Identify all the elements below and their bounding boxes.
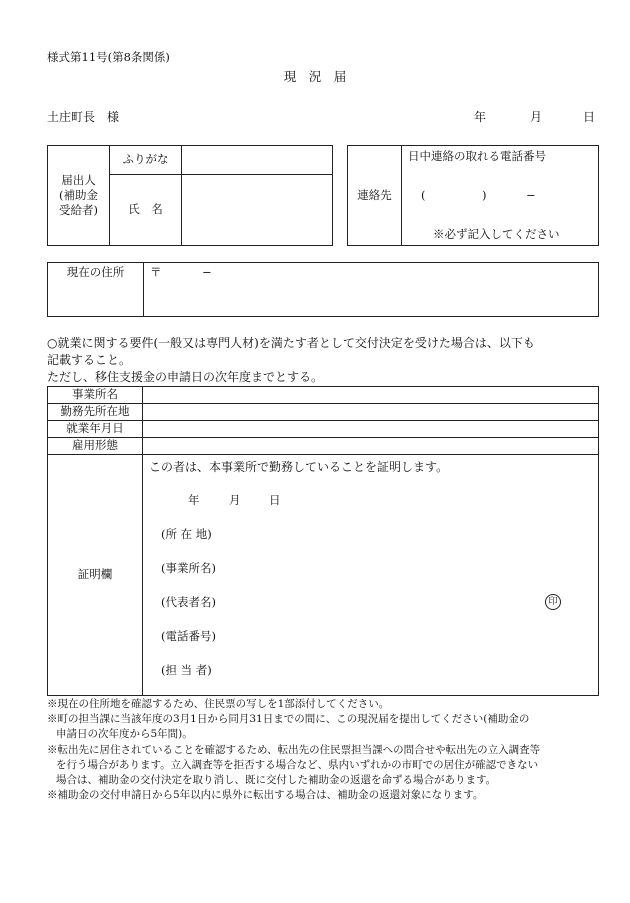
date-month-label: 月 [530, 110, 543, 124]
applicant-label-cell [48, 146, 110, 246]
employment-row-label [48, 421, 143, 438]
office-name-field[interactable] [143, 387, 599, 404]
employment-type-label: 雇用形態 [72, 438, 118, 453]
certification-person-label: (担 当 者) [161, 663, 212, 677]
note-2-line1: ※町の担当課に当該年度の3月1日から同月31日までの間に、この現況届を提出してください(補助金の [47, 713, 530, 726]
note-3-line3: 場合は、補助金の交付決定を取り消し、既に交付した補助金の返還を命ずる場合があります。 [56, 774, 497, 787]
applicant-table [47, 145, 333, 246]
employment-type-field[interactable] [143, 438, 599, 455]
certification-field[interactable] [143, 455, 599, 696]
certification-label: 証明欄 [77, 567, 113, 582]
note-3-line1: ※転出先に居住されていることを確認するため、転出先の住民票担当課への問合せや転出先の立入調査等 [47, 743, 541, 756]
employment-table [47, 386, 599, 696]
form-number: 様式第11号(第8条関係) [47, 50, 170, 64]
phone-open-paren: ( [421, 188, 426, 202]
workplace-address-label: 勤務先所在地 [60, 404, 130, 419]
postal-dash: − [202, 265, 212, 279]
note-1-line1: ※現在の住所地を確認するため、住民票の写しを1部添付してください。 [47, 698, 390, 710]
postal-mark: 〒 [150, 265, 162, 279]
address-table [47, 262, 599, 317]
office-name-label: 事業所名 [72, 387, 118, 402]
employment-row-label [48, 438, 143, 455]
name-field[interactable] [182, 175, 333, 246]
date-year-label: 年 [474, 110, 487, 124]
address-label: 現在の住所 [66, 265, 125, 279]
note-3-line2: を行う場合があります。立入調査等を拒否する場合など、県内いずれかの市町での居住が確認できない [56, 758, 539, 771]
address-field[interactable] [144, 263, 599, 317]
contact-label: 連絡先 [357, 187, 392, 202]
certification-day-label: 日 [269, 493, 281, 507]
furigana-field[interactable] [182, 146, 333, 175]
applicant-label-line1: 届出人 [61, 173, 96, 188]
phone-heading: 日中連絡の取れる電話番号 [408, 149, 546, 163]
address-label-cell [48, 263, 144, 317]
page-title: 現 況 届 [283, 69, 347, 84]
employment-date-field[interactable] [143, 421, 599, 438]
certification-year-label: 年 [188, 493, 200, 507]
employment-note-line3: ただし、移住支援金の申請日の次年度までとする。 [47, 370, 324, 384]
employment-note-line1: ○就業に関する要件(一般又は専門人材)を満たす者として交付決定を受けた場合は、以下も [47, 336, 535, 350]
certification-phone-label: (電話番号) [161, 629, 216, 643]
name-label: 氏 名 [128, 202, 163, 217]
employment-row-label [48, 404, 143, 421]
notes-section [47, 697, 612, 804]
furigana-label: ふりがな [122, 152, 169, 167]
applicant-label-line3: 受給者) [59, 202, 98, 217]
date-day-label: 日 [583, 110, 596, 124]
seal-mark-label: 印 [548, 597, 558, 607]
furigana-label-cell [110, 146, 182, 175]
addressee: 土庄町長 様 [47, 110, 120, 124]
seal-mark-icon [545, 594, 561, 610]
certification-statement: この者は、本事業所で勤務していることを証明します。 [149, 460, 449, 474]
employment-date-label: 就業年月日 [66, 421, 124, 436]
phone-dash: − [526, 188, 536, 202]
employment-note-line2: 記載すること。 [47, 353, 132, 367]
certification-office-label: (事業所名) [161, 561, 216, 575]
required-note: ※必ず記入してください [433, 227, 560, 241]
employment-row-label [48, 387, 143, 404]
applicant-label-line2: (補助金 [59, 188, 98, 203]
note-2-line2: 申請日の次年度から5年間)。 [56, 728, 193, 741]
note-4-line1: ※補助金の交付申請日から5年以内に県外に転出する場合は、補助金の返還対象になります。 [47, 789, 484, 802]
certification-label-cell [48, 455, 143, 696]
contact-phone-cell[interactable] [402, 146, 599, 246]
certification-location-label: (所 在 地) [161, 527, 212, 541]
phone-close-paren: ) [482, 188, 487, 202]
workplace-address-field[interactable] [143, 404, 599, 421]
name-label-cell [110, 175, 182, 246]
contact-label-cell [348, 146, 402, 246]
contact-table [347, 145, 599, 246]
certification-representative-label: (代表者名) [161, 595, 216, 609]
certification-month-label: 月 [229, 493, 241, 507]
